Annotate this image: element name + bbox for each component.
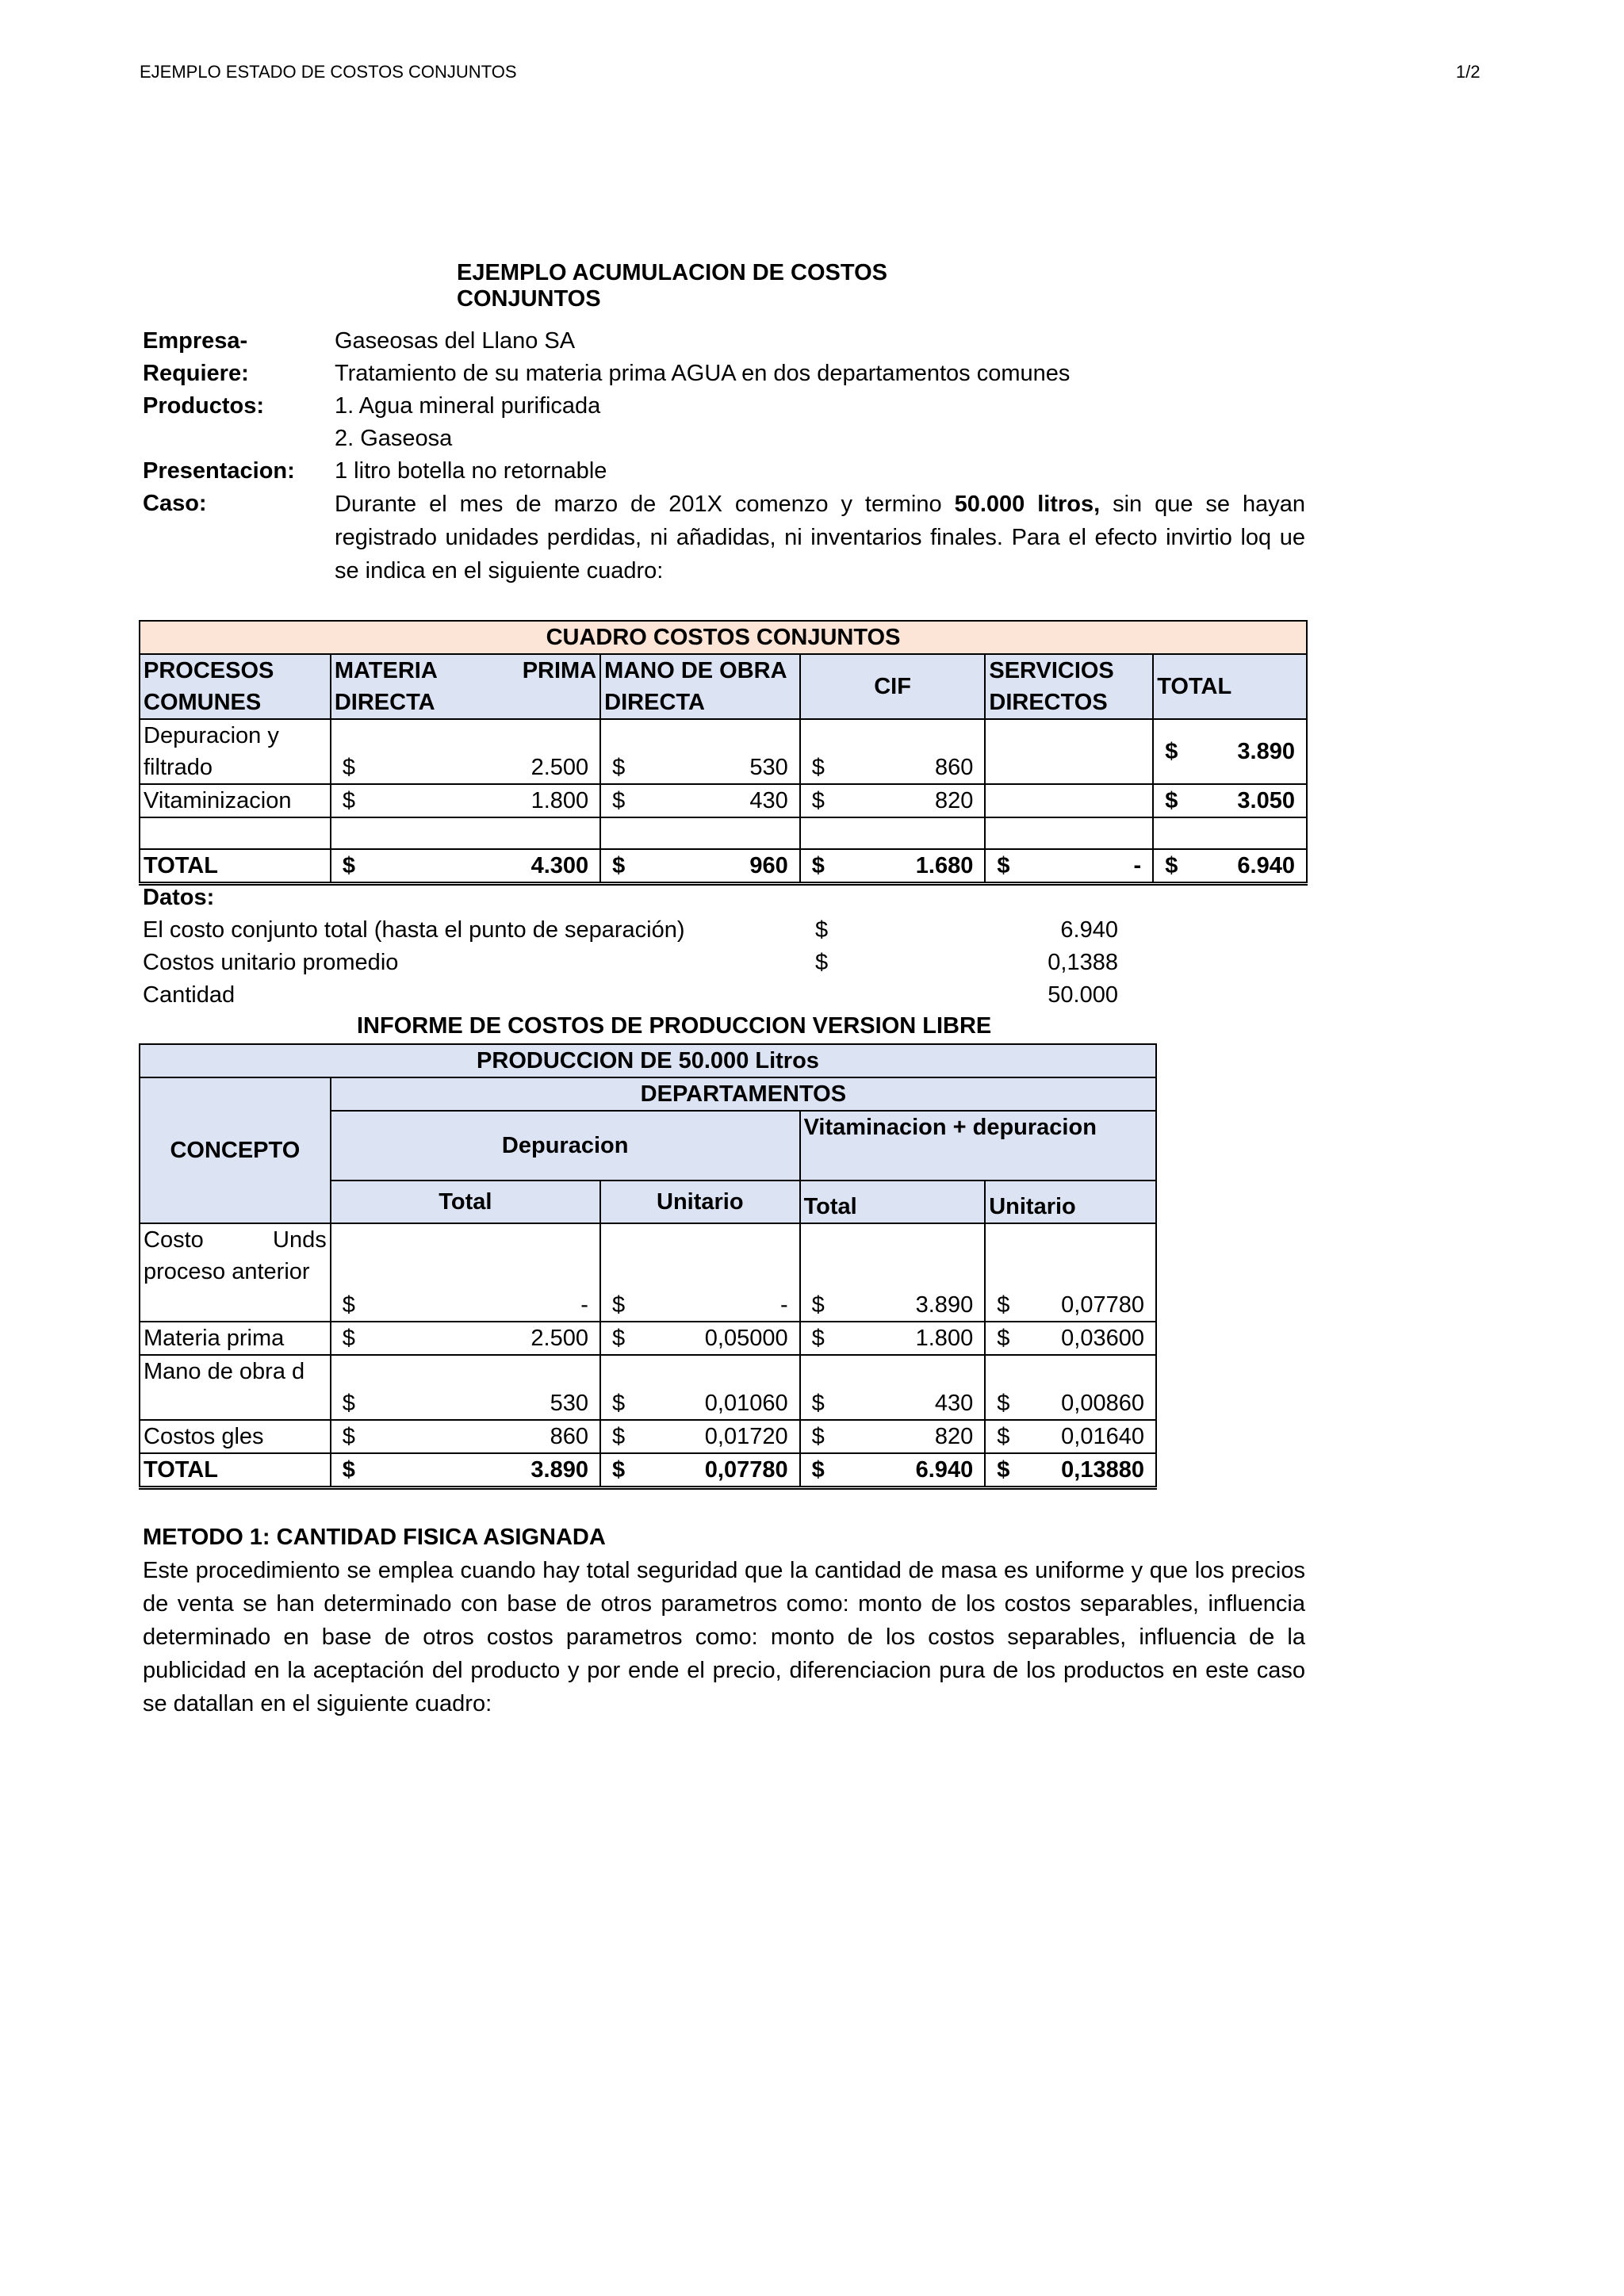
table-row: Materia prima $ 2.500 $ 0,05000 $ 1.800 $ 0,03600 [140,1322,1156,1355]
page-number: 1/2 [1456,62,1480,82]
metodo-title: METODO 1: CANTIDAD FISICA ASIGNADA [143,1525,606,1550]
empresa-label: Empresa- [143,328,248,354]
dep2-header: Vitaminacion + depuracion [800,1111,1156,1181]
dep1-header: Depuracion [331,1111,800,1181]
col-mano: MANO DE OBRA DIRECTA [600,654,800,719]
col-cif: CIF [800,654,986,719]
caso-label: Caso: [143,491,207,516]
metodo-section [143,1521,1305,1720]
empresa-value: Gaseosas del Llano SA [335,328,576,354]
informe-subtitle: PRODUCCION DE 50.000 Litros [140,1044,1156,1077]
col-total: TOTAL [1153,654,1307,719]
requiere-value: Tratamiento de su materia prima AGUA en dos departamentos comunes [335,361,1071,386]
row-label: Depuracion y filtrado [140,719,331,784]
table-row: Mano de obra d $ 530 $ 0,01060 $ 430 $ 0,00860 [140,1355,1156,1420]
costo-unitario-label: Costos unitario promedio [143,950,399,975]
metodo-body: Este procedimiento se emplea cuando hay total seguridad que la cantidad de masa es uniforme y que los precios de venta se han determinado con base de otros parametros como: monto de los costos separables, influencia determinado en base de otros costos parametros como: monto de los costos separables, influencia de la publicidad en la aceptación del producto y por ende el precio, diferenciacion pura de los productos en este caso se datallan en el siguiente cuadro: [143,1558,1305,1716]
presentacion-value: 1 litro botella no retornable [335,458,607,484]
departamentos-header: DEPARTAMENTOS [331,1077,1156,1111]
cuadro-title: CUADRO COSTOS CONJUNTOS [140,621,1307,654]
concepto-header: CONCEPTO [140,1077,331,1223]
costo-conjunto-label: El costo conjunto total (hasta el punto de separación) [143,917,685,943]
productos-label: Productos: [143,393,265,419]
datos-title: Datos: [143,885,215,910]
producto-2: 2. Gaseosa [335,426,453,451]
unitario-col-1: Unitario [600,1181,800,1223]
col-procesos: PROCESOS COMUNES [140,654,331,719]
info-block [143,325,1305,587]
costo-unitario-value: 0,1388 [1048,950,1118,975]
costo-conjunto-value: 6.940 [1060,917,1118,943]
informe-table [139,1043,1157,1490]
document-title: EJEMPLO ACUMULACION DE COSTOS CONJUNTOS [457,260,887,312]
requiere-label: Requiere: [143,361,249,386]
table-row: Costo Unds proceso anterior $ - $ - $ 3.890 $ 0,07780 [140,1223,1156,1322]
col-servicios: SERVICIOS DIRECTOS [985,654,1153,719]
table-row: Costos gles $ 860 $ 0,01720 $ 820 $ 0,01640 [140,1420,1156,1453]
cantidad-label: Cantidad [143,982,236,1008]
col-materia: MATERIA PRIMA DIRECTA [331,654,600,719]
total-col-1: Total [331,1181,600,1223]
cantidad-value: 50.000 [1048,982,1118,1008]
datos-block: Datos: El costo conjunto total (hasta el punto de separación) $ 6.940 Costos unitario promedio $ 0,1388 Cantidad 50.000 [143,882,1015,1012]
total-row: TOTAL $ 4.300 $ 960 $ 1.680 $ - $ 6.940 [140,849,1307,884]
total-col-2: Total [800,1181,986,1223]
total-row: TOTAL $ 3.890 $ 0,07780 $ 6.940 $ 0,13880 [140,1453,1156,1488]
caso-text: Durante el mes de marzo de 201X comenzo y termino 50.000 litros, sin que se hayan registrado unidades perdidas, ni añadidas, ni inventarios finales. Para el efecto invirtio loq ue se indica en el siguiente cuadro: [335,492,1305,584]
row-label: Vitaminizacion [140,784,331,817]
producto-1: 1. Agua mineral purificada [335,393,601,419]
table-row: Vitaminizacion $ 1.800 $ 430 $ 820 $ 3.050 [140,784,1307,817]
table-row: Depuracion y filtrado $ 2.500 $ 530 $ 860 $ 3.890 [140,719,1307,784]
cuadro-costos-table [139,620,1308,886]
informe-title: INFORME DE COSTOS DE PRODUCCION VERSION LIBRE [357,1013,992,1039]
unitario-col-2: Unitario [985,1181,1156,1223]
page-header-title: EJEMPLO ESTADO DE COSTOS CONJUNTOS [140,62,517,82]
presentacion-label: Presentacion: [143,458,295,484]
